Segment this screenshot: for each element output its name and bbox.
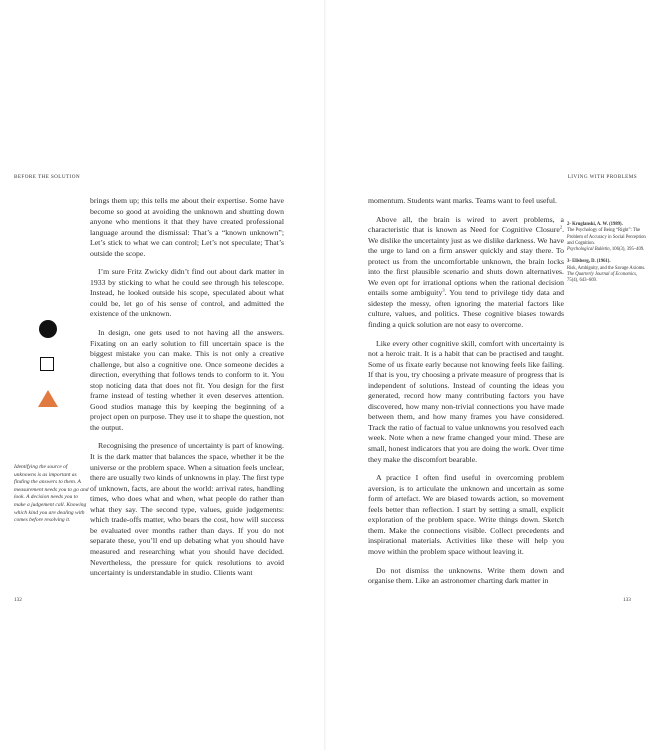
black-circle-icon xyxy=(39,320,57,338)
page-number-right: 133 xyxy=(623,597,631,603)
outlined-square-icon xyxy=(40,357,54,371)
margin-note: Identifying the source of unknowns is as important as finding the answers to them. A measurement needs you to go and look. A decision needs you to make a judgement call. Knowing which kind you are dealing with comes before resolving it. xyxy=(14,464,89,524)
reference-notes xyxy=(567,222,647,291)
paragraph-text: . You tend to privilege tidy data and sidestep the messy, often ignoring the material factors like culture, values, and politics. These cognitive biases towards finding a quick solution are not easy to overcome. xyxy=(368,288,564,330)
paragraph-text: Above all, the brain is wired to avert problems, a characteristic that is known as Need for Cognitive Closure xyxy=(368,214,564,235)
reference-author: 3- Ellsberg, D. (1961). xyxy=(567,259,611,265)
footnote-marker: 2 xyxy=(559,224,563,230)
paragraph: Do not dismiss the unknowns. Write them down and organise them. Like an astronomer charting dark matter in xyxy=(368,565,564,586)
reference-journal: The Quarterly Journal of Economics xyxy=(567,272,637,278)
book-gutter xyxy=(324,0,326,750)
paragraph: A practice I often find useful in overcoming problem aversion, is to articulate the unknown and uncertain as some form of artefact. We are biased towards action, so movement feels better than reflection. I start by setting a small, explicit exploration of the problem space. Write things down. Sketch them. Make the connections visible. Collect precedents and inspirational materials. Activities like these will help you move within the problem space without leaving it. xyxy=(368,473,564,556)
running-head-right: LIVING WITH PROBLEMS xyxy=(567,174,637,180)
reference-title: Risk, Ambiguity, and the Savage Axioms. xyxy=(567,265,646,271)
reference-entry xyxy=(567,222,647,253)
reference-detail: , 106(3), 395–409. xyxy=(609,247,645,253)
page-number-left: 132 xyxy=(14,597,22,603)
reference-journal: Psychological Bulletin xyxy=(567,247,610,253)
paragraph: Recognising the presence of uncertainty is part of knowing. It is the dark matter that balances the space, whether it be the universe or the problem space. When a situation feels unclear, there are usually two kinds of unknowns in play. The first type of unknown, facts, are about the world: arrival rates, handling times, who does what and when, what people do rather than what they say. The second type, values, guide judgements: which trade-offs matter, who bears the cost, how will success be evaluated over months rather than days. If you do not separate these, you’ll end up debating what you should have measured and researching what you should have decided. Nevertheless, the pressure for quick resolutions to avoid uncertainty is understandable in studio. Clients want xyxy=(90,441,284,578)
reference-detail: , 75(4), 643–669. xyxy=(567,272,638,284)
paragraph xyxy=(368,215,564,331)
paragraph: Like every other cognitive skill, comfort with uncertainty is not a heroic trait. It is a habit that can be practised and taught. Some of us fixate early because not knowing feels like failing. If that is you, try choosing a private measure of progress that is independent of solutions. Instead of counting the ideas you generated, record how many contributing factors you have discovered, how many non-trivial connections you have made between them, and how many frames you have considered. Track the ratio of factual to value unknowns you resolved each week. Note when a new frame changed your mind. These are small, honest indicators that you are doing the work. Over time they make the discomfort bearable. xyxy=(368,338,564,464)
paragraph: In design, one gets used to not having all the answers. Fixating on an early solution to fill uncertain space is the biggest mistake you can make. This is not only a creative challenge, but also a cognitive one. Once someone decides a direction, everything that follows tends to conform to it. You stop noticing data that does not fit. You design for the first frame instead of testing whether it even deserves attention. Good studios manage this by keeping the beginning of a project open on purpose. They use it to shape the question, not the output. xyxy=(90,328,284,432)
running-head-left: BEFORE THE SOLUTION xyxy=(14,174,81,180)
orange-triangle-icon xyxy=(38,390,58,407)
right-page-body xyxy=(368,196,564,595)
left-page-body xyxy=(90,196,284,587)
reference-author: 2- Kruglanski, A. W. (1989). xyxy=(567,222,623,227)
reference-title: The Psychology of Being “Right”: The Problem of Accuracy in Social Perception and Cognition. xyxy=(567,228,646,246)
footnote-marker: 3 xyxy=(442,287,445,293)
paragraph: brings them up; this tells me about their expertise. Some have become so good at avoiding the unknown and shutting down anyone who mentions it that they have created professional language around the dismissal: That’s a “known unknown”; Let’s stick to what we can control; Let’s not speculate; That’s outside the scope. xyxy=(90,196,284,258)
paragraph: momentum. Students want marks. Teams want to feel useful. xyxy=(368,196,557,205)
reference-entry xyxy=(567,259,647,284)
paragraph: I’m sure Fritz Zwicky didn’t find out about dark matter in 1933 by sticking to what he could see through his telescope. Instead, he looked outside his scope, speculated about what could be, let go of his sense of control, and admitted the existence of the unknown. xyxy=(90,267,284,319)
paragraph-text: . We dislike the uncertainty just as we dislike darkness. We have the urge to land on a firm answer quickly and stay there. To protect us from the uncomfortable unknown, the brain locks into the first plausible scenario and shuts down alternatives. We even opt for irrational options when the rational decision entails some ambiguity xyxy=(368,225,564,298)
